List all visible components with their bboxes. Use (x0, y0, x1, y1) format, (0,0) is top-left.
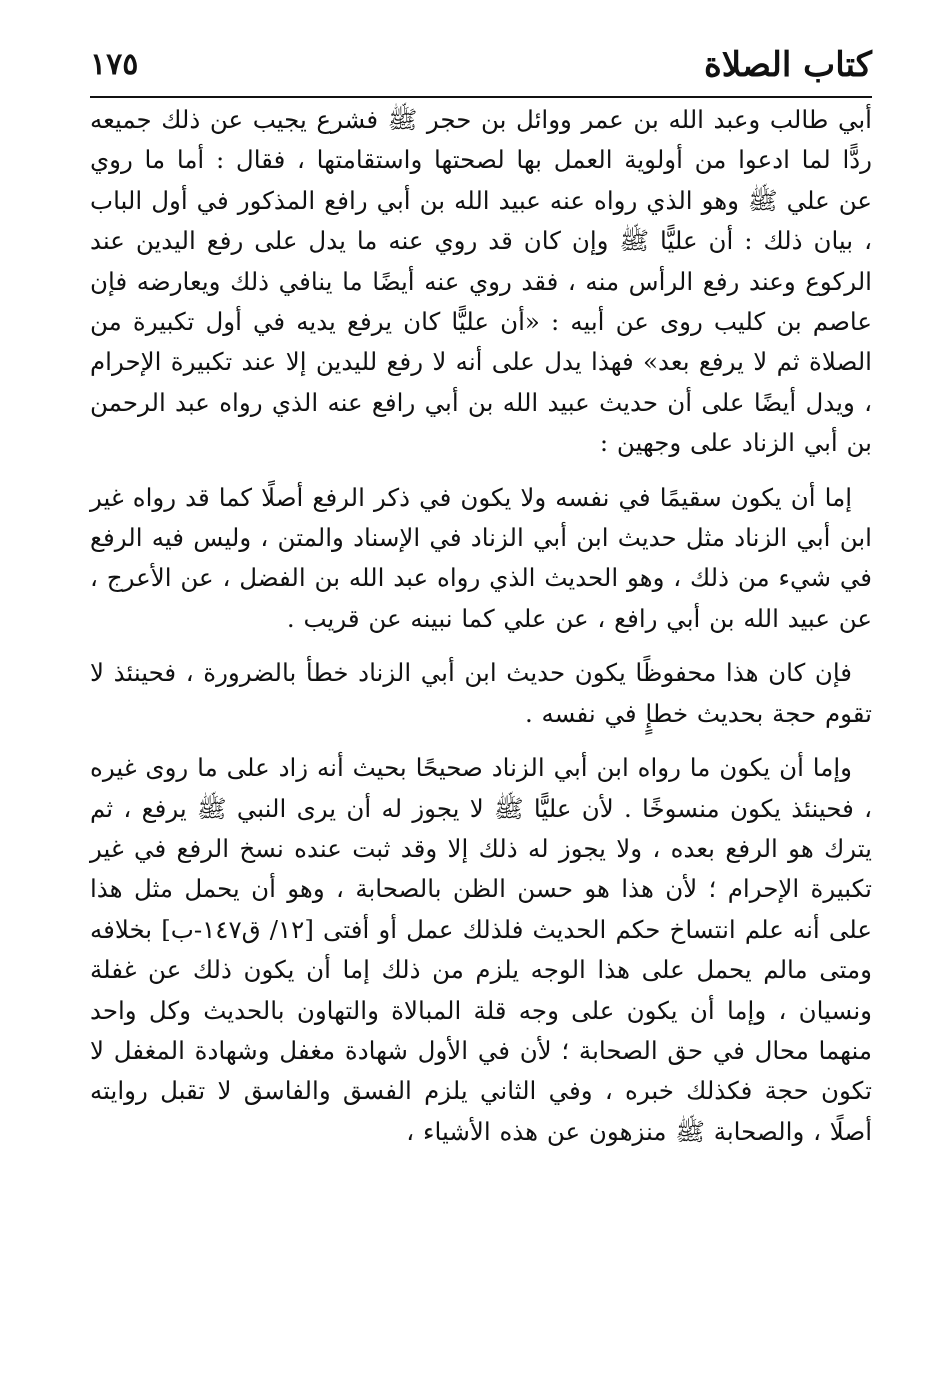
page-body (90, 100, 872, 1166)
paragraph-4: وإما أن يكون ما رواه ابن أبي الزناد صحيحًا بحيث أنه زاد على ما روى غيره ، فحينئذ يكون منسوخًا . لأن عليًّا ﷺ لا يجوز له أن يرى النبي ﷺ يرفع ، ثم يترك هو الرفع بعده ، ولا يجوز له ذلك إلا وقد ثبت عنده نسخ الرفع في غير تكبيرة الإحرام ؛ لأن هذا هو حسن الظن بالصحابة ، وهو أن يحمل مثل هذا على أنه علم انتساخ حكم الحديث فلذلك عمل أو أفتى [١٢/ ق١٤٧-ب] بخلافه ومتى مالم يحمل على هذا الوجه يلزم من ذلك إما أن يكون ذلك عن غفلة ونسيان ، وإما أن يكون على وجه قلة المبالاة والتهاون بالحديث وكل واحد منهما محال في حق الصحابة ؛ لأن في الأول شهادة مغفل وشهادة المغفل لا تكون حجة فكذلك خبره ، وفي الثاني يلزم الفسق والفاسق لا تقبل روايته أصلًا ، والصحابة ﷺ منزهون عن هذه الأشياء ، (90, 753, 872, 1146)
chapter-title: كتاب الصلاة (703, 45, 872, 85)
page-header (90, 44, 872, 94)
paragraph-3: فإن كان هذا محفوظًا يكون حديث ابن أبي الزناد خطأ بالضرورة ، فحينئذ لا تقوم حجة بحديث خطإٍ في نفسه . (90, 658, 872, 728)
paragraph-1: أبي طالب وعبد الله بن عمر ووائل بن حجر ﷺ فشرع يجيب عن ذلك جميعه ردًّا لما ادعوا من أولوية العمل بها لصحتها واستقامتها ، فقال : أما ما روي عن علي ﷺ وهو الذي رواه عنه عبيد الله بن أبي رافع المذكور في أول الباب ، بيان ذلك : أن عليًّا ﷺ وإن كان قد روي عنه ما يدل على رفع اليدين عند الركوع وعند رفع الرأس منه ، فقد روي عنه أيضًا ما ينافي ذلك ويعارضه فإن عاصم بن كليب روى عن أبيه : «أن عليًّا كان يرفع يديه في أول تكبيرة من الصلاة ثم لا يرفع بعد» فهذا يدل على أنه لا رفع لليدين إلا عند تكبيرة الإحرام ، ويدل أيضًا على أن حديث عبيد الله بن أبي رافع عنه الذي رواه عبد الرحمن بن أبي الزناد على وجهين : (90, 105, 872, 458)
header-divider (90, 96, 872, 98)
page-number: ١٧٥ (90, 47, 139, 82)
paragraph-2: إما أن يكون سقيمًا في نفسه ولا يكون في ذكر الرفع أصلًا كما قد رواه غير ابن أبي الزناد مثل حديث ابن أبي الزناد في الإسناد والمتن ، وليس فيه الرفع في شيء من ذلك ، وهو الحديث الذي رواه عبد الله بن الفضل ، عن الأعرج ، عن عبيد الله بن أبي رافع ، عن علي كما نبينه عن قريب . (90, 482, 872, 633)
